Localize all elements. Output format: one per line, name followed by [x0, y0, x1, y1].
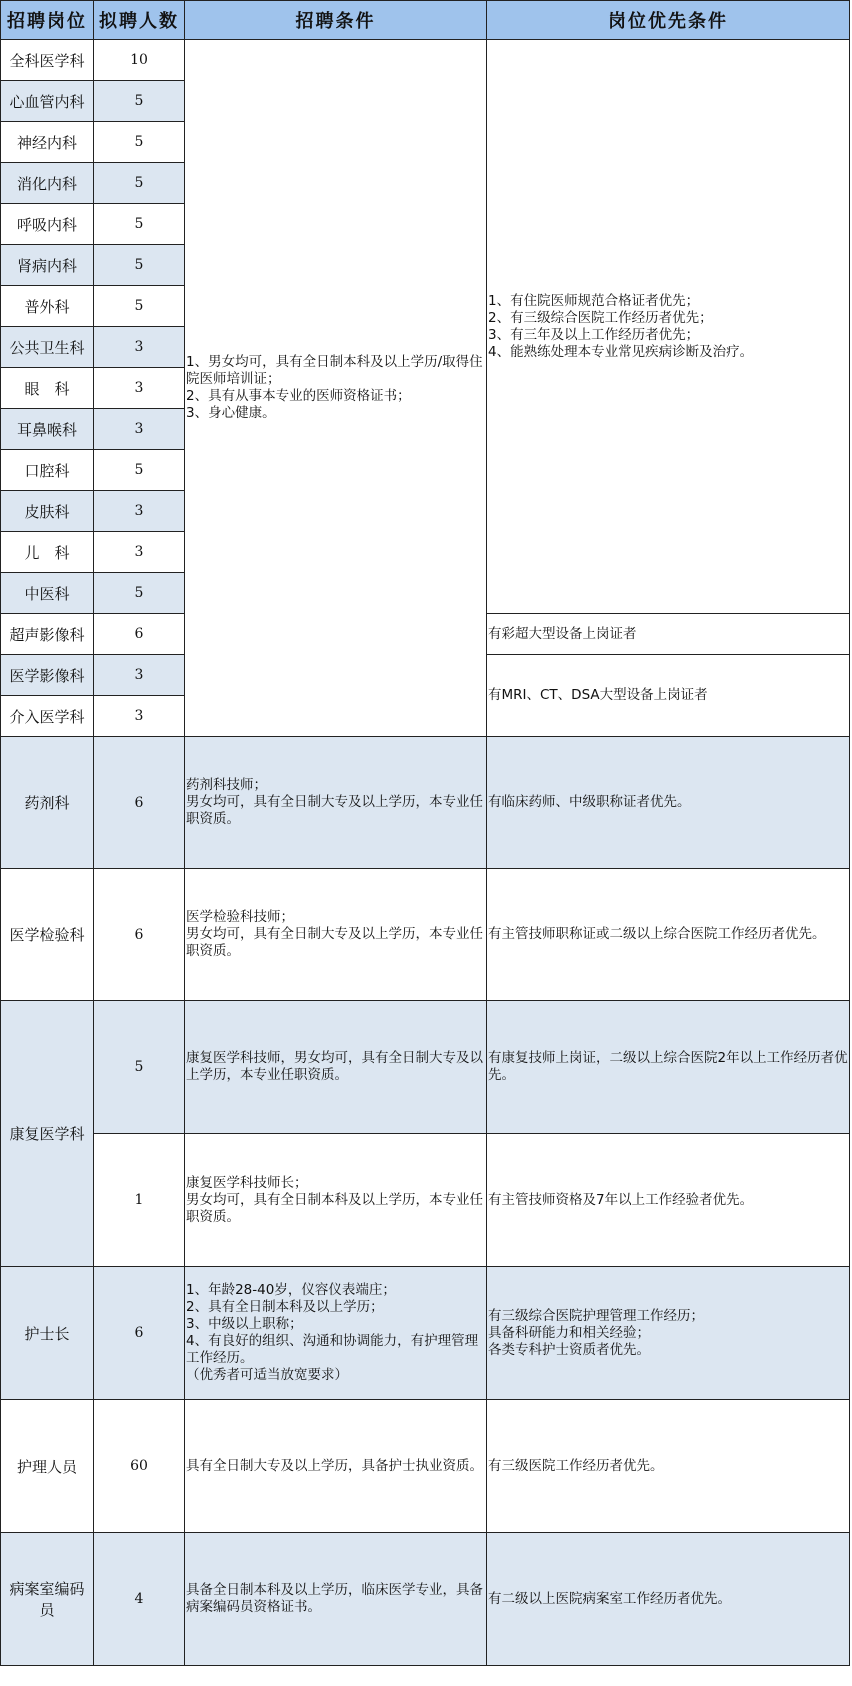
pharmacy-priority-cell: 有临床药师、中级职称证者优先。 [487, 737, 850, 869]
position-cell: 儿 科 [1, 532, 94, 573]
table-row [1, 1001, 850, 1134]
lab-conditions-cell: 医学检验科技师； 男女均可，具有全日制大专及以上学历，本专业任职资质。 [185, 869, 487, 1001]
position-cell: 超声影像科 [1, 614, 94, 655]
count-cell: 5 [94, 1001, 185, 1134]
lab-priority-cell: 有主管技师职称证或二级以上综合医院工作经历者优先。 [487, 869, 850, 1001]
position-cell: 呼吸内科 [1, 204, 94, 245]
table-row [1, 1400, 850, 1533]
coder-priority-cell: 有二级以上医院病案室工作经历者优先。 [487, 1533, 850, 1666]
position-cell: 介入医学科 [1, 696, 94, 737]
table-row [1, 869, 850, 1001]
nurse-priority-cell: 有三级医院工作经历者优先。 [487, 1400, 850, 1533]
position-cell: 耳鼻喉科 [1, 409, 94, 450]
head-nurse-conditions-cell: 1、年龄28-40岁，仪容仪表端庄； 2、具有全日制本科及以上学历； 3、中级以上职称； 4、有良好的组织、沟通和协调能力，有护理管理工作经历。 （优秀者可适当放宽要求） [185, 1267, 487, 1400]
count-cell: 3 [94, 491, 185, 532]
header-row [1, 1, 850, 40]
position-cell: 医学影像科 [1, 655, 94, 696]
position-cell: 消化内科 [1, 163, 94, 204]
rehab-technician-priority-cell: 有康复技师上岗证，二级以上综合医院2年以上工作经历者优先。 [487, 1001, 850, 1134]
count-cell: 5 [94, 122, 185, 163]
count-cell: 5 [94, 286, 185, 327]
ultrasound-priority-cell: 有彩超大型设备上岗证者 [487, 614, 850, 655]
clinical-priority-cell: 1、有住院医师规范合格证者优先； 2、有三级综合医院工作经历者优先； 3、有三年及以上工作经历者优先； 4、能熟练处理本专业常见疾病诊断及治疗。 [487, 40, 850, 614]
count-cell: 5 [94, 81, 185, 122]
header-conditions: 招聘条件 [185, 1, 487, 40]
count-cell: 5 [94, 573, 185, 614]
table-row [1, 737, 850, 869]
position-cell: 肾病内科 [1, 245, 94, 286]
count-cell: 5 [94, 450, 185, 491]
header-position: 招聘岗位 [1, 1, 94, 40]
count-cell: 5 [94, 245, 185, 286]
position-cell: 公共卫生科 [1, 327, 94, 368]
count-cell: 5 [94, 204, 185, 245]
coder-conditions-cell: 具备全日制本科及以上学历，临床医学专业，具备病案编码员资格证书。 [185, 1533, 487, 1666]
position-cell: 神经内科 [1, 122, 94, 163]
position-cell: 医学检验科 [1, 869, 94, 1001]
position-cell: 康复医学科 [1, 1001, 94, 1267]
rehab-head-conditions-cell: 康复医学科技师长； 男女均可，具有全日制本科及以上学历，本专业任职资质。 [185, 1134, 487, 1267]
clinical-conditions-cell: 1、男女均可，具有全日制本科及以上学历/取得住院医师培训证； 2、具有从事本专业的医师资格证书； 3、身心健康。 [185, 40, 487, 737]
count-cell: 3 [94, 327, 185, 368]
position-cell: 皮肤科 [1, 491, 94, 532]
position-cell: 病案室编码员 [1, 1533, 94, 1666]
count-cell: 6 [94, 869, 185, 1001]
count-cell: 3 [94, 696, 185, 737]
count-cell: 1 [94, 1134, 185, 1267]
count-cell: 6 [94, 1267, 185, 1400]
position-cell: 眼 科 [1, 368, 94, 409]
position-cell: 口腔科 [1, 450, 94, 491]
position-cell: 心血管内科 [1, 81, 94, 122]
count-cell: 6 [94, 737, 185, 869]
nurse-conditions-cell: 具有全日制大专及以上学历，具备护士执业资质。 [185, 1400, 487, 1533]
count-cell: 3 [94, 532, 185, 573]
count-cell: 3 [94, 409, 185, 450]
table-row [1, 1134, 850, 1267]
count-cell: 3 [94, 655, 185, 696]
position-cell: 中医科 [1, 573, 94, 614]
position-cell: 护理人员 [1, 1400, 94, 1533]
count-cell: 10 [94, 40, 185, 81]
table-row [1, 40, 850, 81]
imaging-priority-cell: 有MRI、CT、DSA大型设备上岗证者 [487, 655, 850, 737]
count-cell: 4 [94, 1533, 185, 1666]
count-cell: 6 [94, 614, 185, 655]
table-row [1, 1533, 850, 1666]
position-cell: 护士长 [1, 1267, 94, 1400]
position-cell: 普外科 [1, 286, 94, 327]
rehab-technician-conditions-cell: 康复医学科技师，男女均可，具有全日制大专及以上学历，本专业任职资质。 [185, 1001, 487, 1134]
pharmacy-conditions-cell: 药剂科技师； 男女均可，具有全日制大专及以上学历，本专业任职资质。 [185, 737, 487, 869]
count-cell: 3 [94, 368, 185, 409]
head-nurse-priority-cell: 有三级综合医院护理管理工作经历； 具备科研能力和相关经验； 各类专科护士资质者优先。 [487, 1267, 850, 1400]
rehab-head-priority-cell: 有主管技师资格及7年以上工作经验者优先。 [487, 1134, 850, 1267]
count-cell: 60 [94, 1400, 185, 1533]
header-priority: 岗位优先条件 [487, 1, 850, 40]
position-cell: 全科医学科 [1, 40, 94, 81]
header-count: 拟聘人数 [94, 1, 185, 40]
position-cell: 药剂科 [1, 737, 94, 869]
table-row [1, 1267, 850, 1400]
count-cell: 5 [94, 163, 185, 204]
